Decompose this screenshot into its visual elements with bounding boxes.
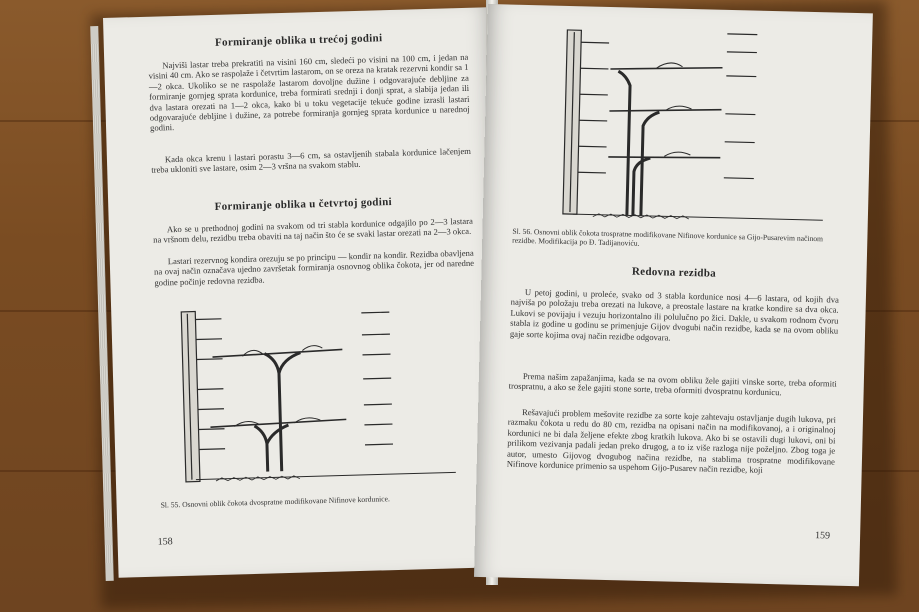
paragraph: Kada okca krenu i lastari porastu 3—6 cm, sa ostavljenih stabala kordunice lačenjem treba ukloniti sve lastare, osim 2—3 vršna na svakom stablu. (151, 145, 471, 176)
paragraph: U petoj godini, u proleće, svako od 3 stabla kordunice nosi 4—6 lastara, od kojih dva najviša po položaju treba orezati na lukove, a preostale lastare na kratke kondire sa dva okca. Lukovi se povijaju i vezuju horizontalno ili polulučno po žici. Dakle, u svakom rodnom čvoru stabla iz godine u godinu se primenjuje Gijov dvogubi način rezidbe, kada se na ovom obliku gaje sorte kojima ovaj način rezidbe odgovara. (509, 286, 840, 343)
paragraph: Rešavajući problem mešovite rezidbe za sorte koje zahtevaju ostavljanje dugih lukova, pri razmaku čokota u redu do 80 cm, rezidba na opisani način na modifikovanoj, a i originalnoj kordunici ne bi dala željene efekte zbog kratkih lukova. Ako bi se ostavili dugi lukovi, oni bi prilikom vezivanja padali jedan preko drugog, a to iz više razloga nije poželjno. Zbog toga je autor, umesto Gijovog dvogubog načina rezidbe, na stablima trospratne modifikovane Nifinove kordunice primenio sa uspehom Gijo-Pusarev način rezidbe, koji (506, 406, 837, 475)
paragraph: Lastari rezervnog kondira orezuju se po principu — kondir na kondir. Rezidba obavljena na ovaj način označava ujedno završetak formiranja osnovnog oblika čokota, jer od naredne godine počinje redovna rezidba. (153, 247, 475, 288)
left-page (103, 7, 508, 578)
paragraph: Ako se u prethodnoj godini na svakom od tri stabla kordunice odgajilo po 2—3 lastara na vršnom delu, rezidbu treba obaviti na taj način što će se svaki lastar orezati na 2—3 okca. (153, 215, 473, 246)
figure-56-illustration (523, 23, 848, 231)
heading-fourth-year: Formiranje oblika u četvrtoj godini (214, 196, 393, 213)
right-page (474, 4, 873, 586)
figure-56-caption: Sl. 56. Osnovni oblik čokota trospratne modifikovane Nifinove kordunice sa Gijo-Pusarevim načinom rezidbe. Modifikacija po Đ. Tadijanoviću. (512, 226, 824, 248)
paragraph: Prema našim zapažanjima, kada se na ovom obliku žele gajiti vinske sorte, treba oformiti trospratnu, a ako se žele gajiti stone sorte, treba oformiti dvospratnu kordunicu. (508, 370, 837, 398)
page-number: 159 (814, 530, 831, 542)
paragraph: Najviši lastar treba prekratiti na visini 160 cm, sledeći po visini na 100 cm, i jedan na visini 40 cm. Ako se raspolaže i četvrtim lastarom, on se oreza na kratak rezervni kondir sa 1—2 okca. Ukoliko se ne raspolaže lastarom dovoljne dužine i odgovarajuće debljine za formiranje gornjeg sprata kordunice, treba formirati srednji i donji sprat, a slabija jedan ili dva lastara orezati na 1—2 okca, kako bi u toku vegetacije tekuće godine izrasli lastari odgovarajuće debljine i dužine, za potrebe formiranja gornjeg sprata kordunice u narednoj godini. (148, 51, 470, 134)
heading-regular-pruning: Redovna rezidba (631, 265, 717, 280)
heading-third-year: Formiranje oblika u trećoj godini (214, 32, 383, 49)
page-number: 158 (157, 536, 173, 548)
figure-55-illustration (151, 298, 486, 487)
figure-55-caption: Sl. 55. Osnovni oblik čokota dvospratne modifikovane Nifinove kordunice. (160, 494, 390, 510)
